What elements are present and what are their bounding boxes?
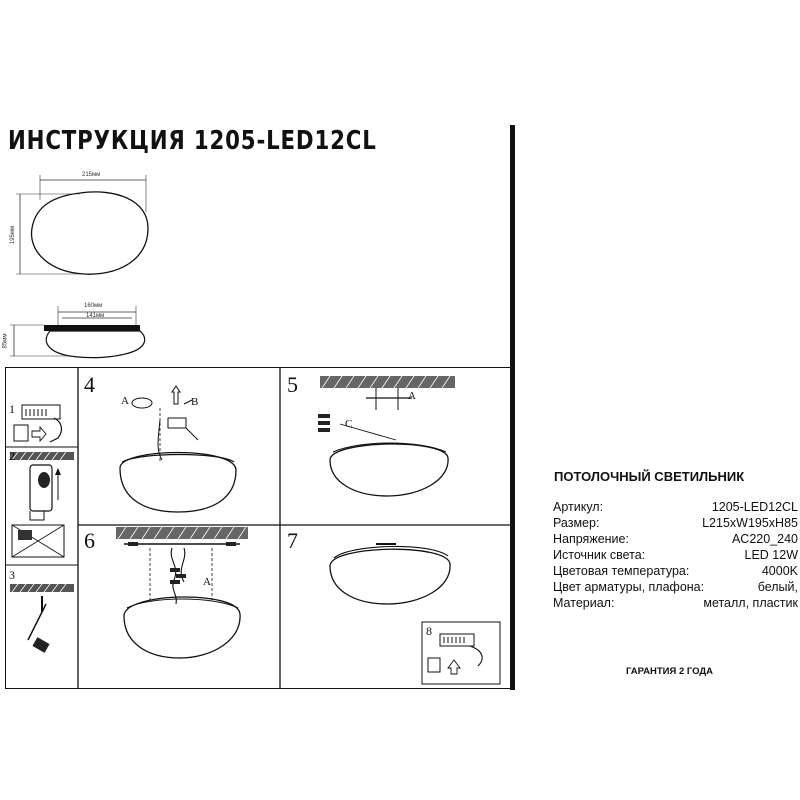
spec-row-size: [553, 516, 798, 532]
label-a-step4: A: [121, 395, 129, 407]
dim-side-height: 85мм: [2, 333, 9, 349]
ministep-8: 8: [426, 624, 432, 638]
spec-row-light-source: [553, 548, 798, 564]
spec-value: 1205-LED12CL: [711, 500, 798, 514]
document-title: ИНСТРУКЦИЯ 1205-LED12CL: [8, 126, 377, 156]
spec-value: L215xW195xH85: [702, 516, 798, 530]
product-type: ПОТОЛОЧНЫЙ СВЕТИЛЬНИК: [554, 469, 745, 484]
label-b-step4: B: [191, 396, 199, 408]
spec-key: Цветовая температура:: [553, 564, 690, 578]
step4-shade: [120, 453, 236, 513]
spec-row-article: [553, 500, 798, 516]
step6-shade: [124, 597, 240, 658]
step-7: 7: [287, 528, 298, 553]
dim-top-width: 215мм: [82, 172, 101, 178]
spec-value: 4000K: [761, 564, 798, 578]
spec-key: Источник света:: [553, 548, 646, 562]
spec-key: Напряжение:: [553, 532, 629, 546]
label-a-step6: A: [203, 576, 211, 588]
warranty-text: ГАРАНТИЯ 2 ГОДА: [626, 666, 714, 677]
spec-row-voltage: [553, 532, 798, 548]
label-a-step5: A: [408, 390, 416, 402]
step-6: 6: [84, 528, 95, 553]
spec-key: Размер:: [553, 516, 600, 530]
spec-value: LED 12W: [744, 548, 798, 562]
dim-side-inner: 141мм: [86, 313, 105, 319]
dim-side-outer: 160мм: [84, 303, 103, 309]
spec-key: Материал:: [553, 596, 615, 610]
step-5: 5: [287, 372, 298, 397]
ministep-3: 3: [9, 568, 15, 582]
dim-top-height: 195мм: [10, 225, 17, 245]
label-c-step5: C: [345, 418, 353, 430]
step-4: 4: [84, 372, 95, 397]
spec-value: AC220_240: [731, 532, 798, 546]
ministep-1: 1: [9, 402, 15, 416]
ministep-2: 2: [9, 449, 15, 463]
spec-row-color: [553, 580, 798, 596]
spec-key: Цвет арматуры, плафона:: [553, 580, 705, 594]
step5-shade: [330, 444, 448, 496]
step7-shade: [330, 549, 450, 604]
spec-row-color-temp: [553, 564, 798, 580]
spec-value: металл, пластик: [703, 596, 798, 610]
spec-key: Артикул:: [553, 500, 604, 514]
spec-row-material: [553, 596, 798, 612]
spec-value: белый,: [757, 580, 798, 594]
